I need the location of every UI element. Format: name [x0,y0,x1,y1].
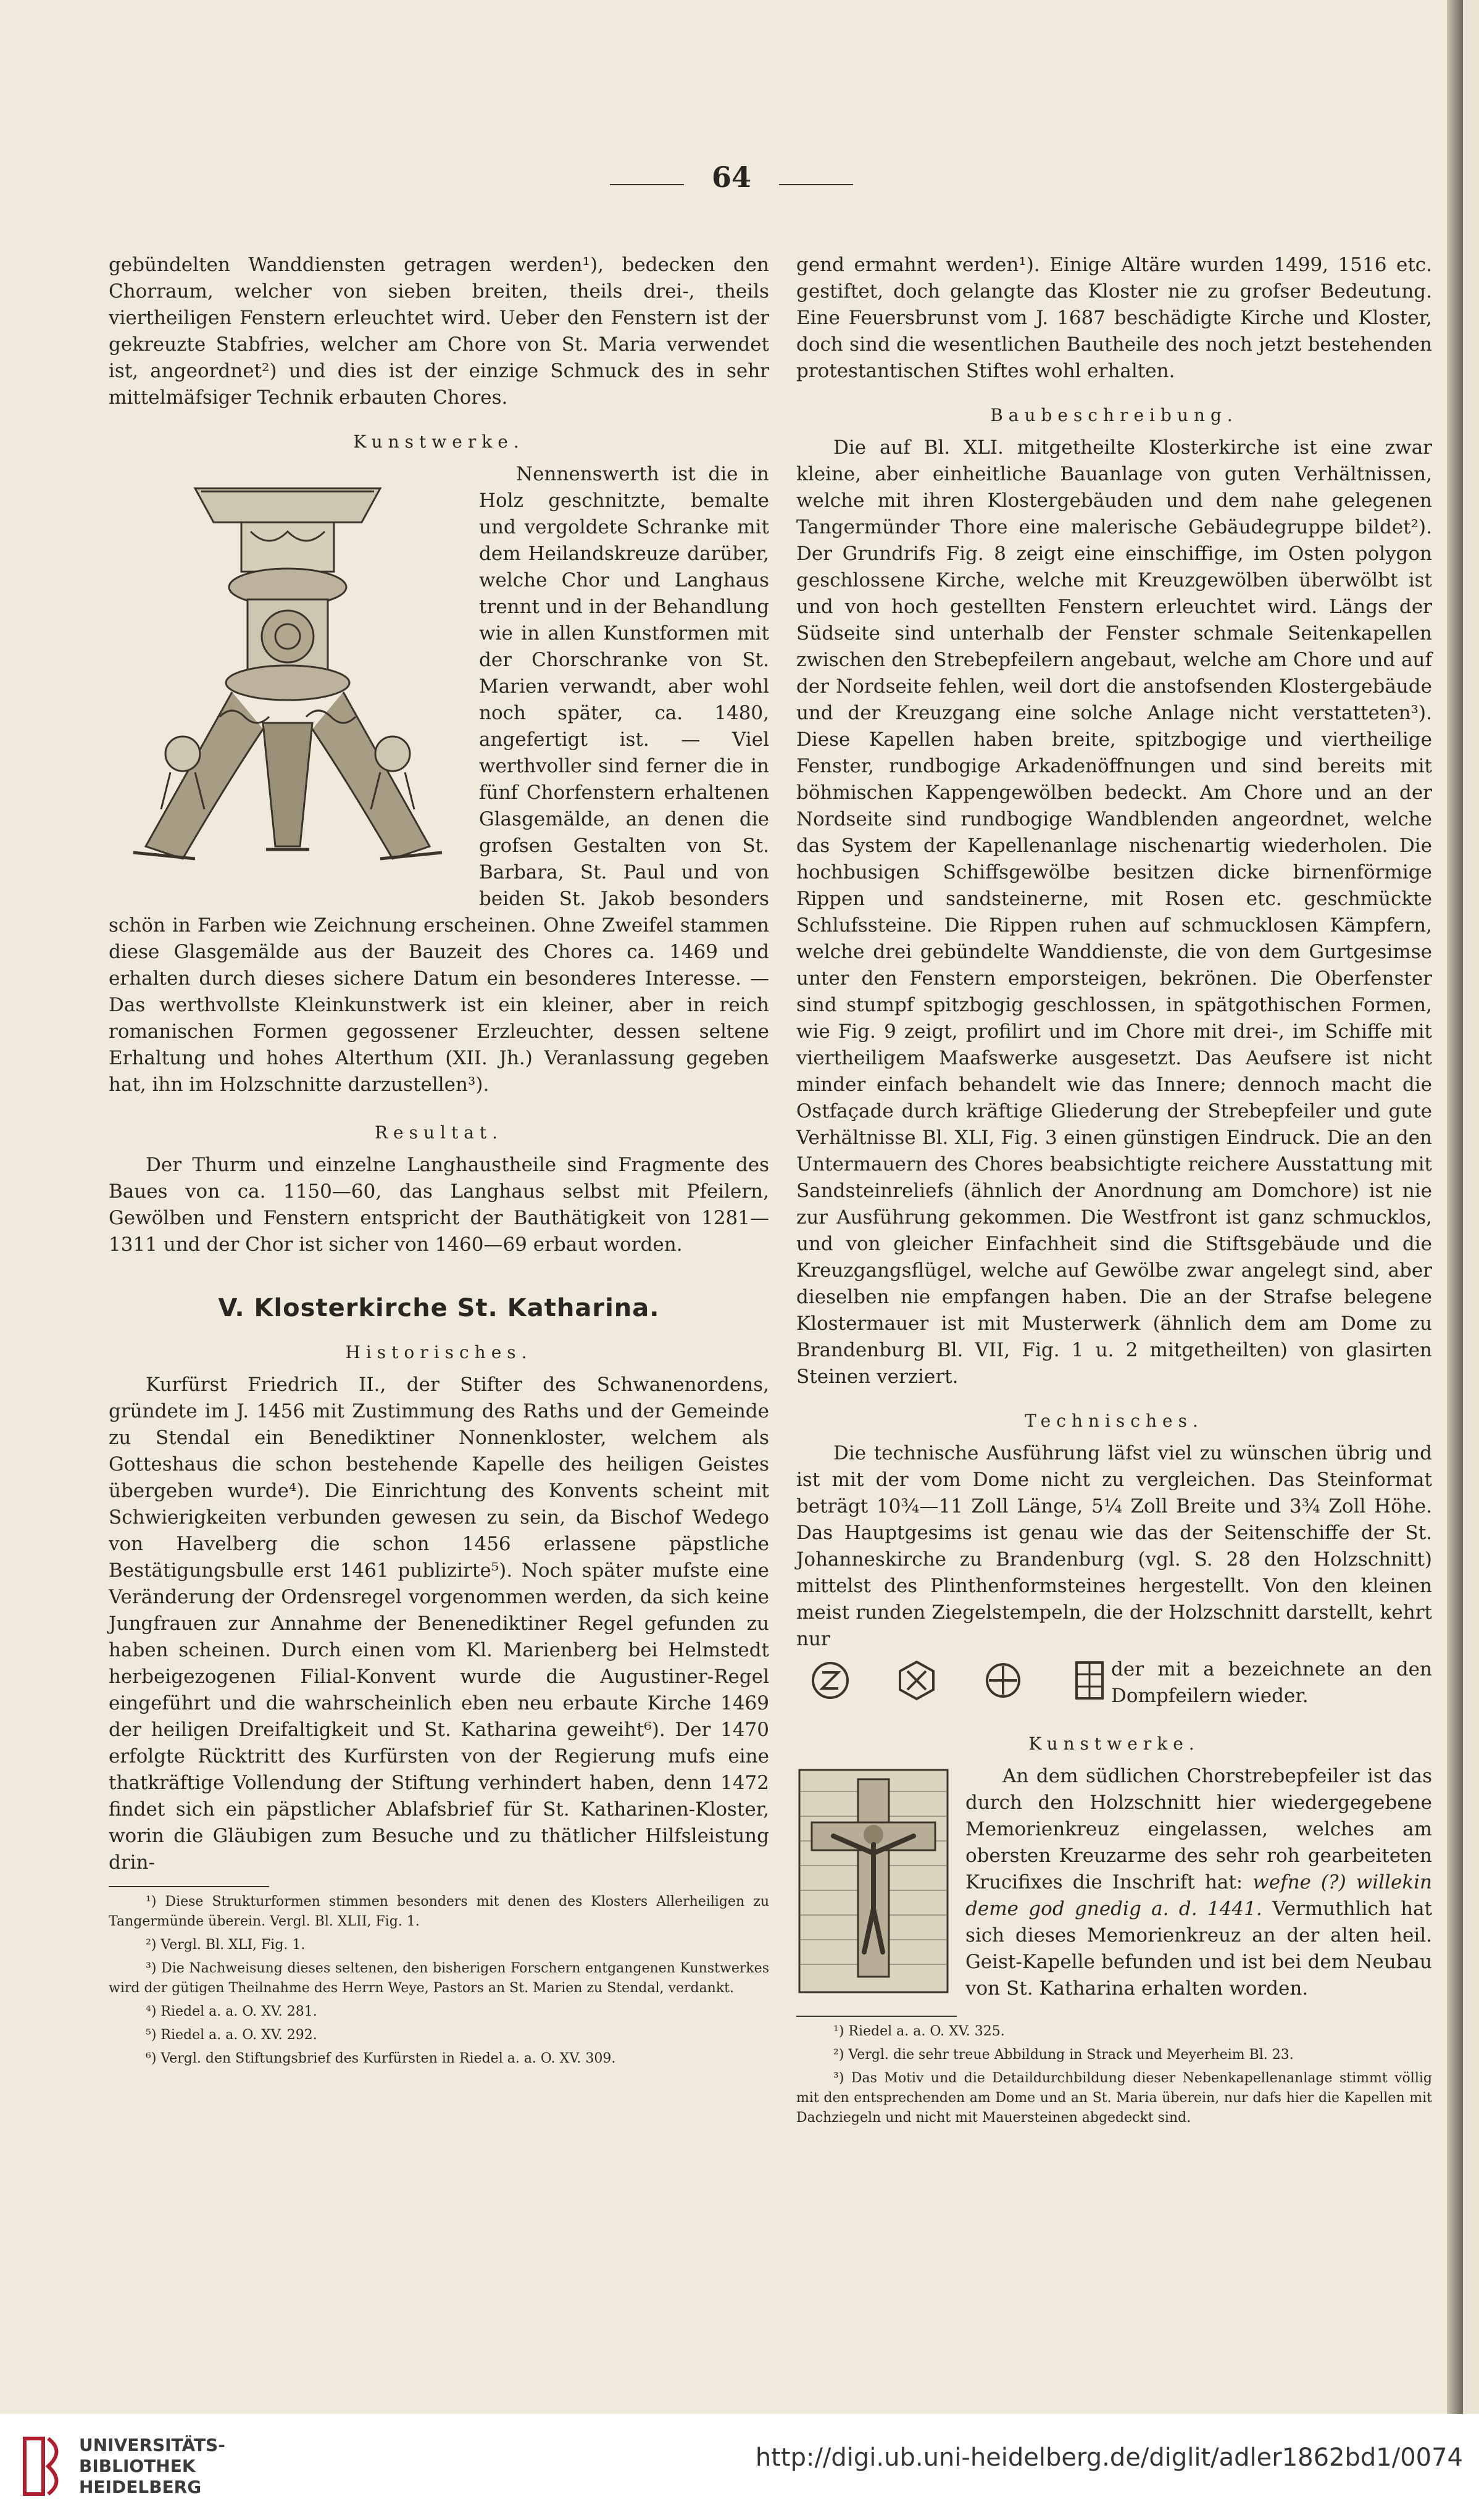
library-logo[interactable] [19,2432,225,2500]
page-header [0,161,1463,194]
paragraph: Kurfürst Friedrich II., der Stifter des Schwanenordens, gründete im J. 1456 mit Zustimmung des Raths und der Gemeinde zu Stendal ein Benediktiner Nonnenkloster, welchem als Gotteshaus die schon bestehende Kapelle des heiligen Geistes übergeben wurde⁴). Die Einrichtung des Konvents scheint mit Schwierigkeiten verbunden gewesen zu sein, da Bischof Wedego von Havelberg die schon 1456 erlassene päpstliche Bestätigungsbulle erst 1461 publizirte⁵). Noch später mufste eine Veränderung der Ordensregel vorgenommen werden, da sich keine Jungfrauen zur Annahme der Benenediktiner Regel gefunden zu haben scheinen. Durch einen vom Kl. Marienberg bei Helmstedt herbeigezogenen Filial-Konvent wurde die Augustiner-Regel eingeführt und die wahrscheinlich eben neu erbaute Kirche 1469 der heiligen Dreifaltigkeit und St. Katharina geweiht⁶). Der 1470 erfolgte Rücktritt des Kurfürsten von der Regierung mufs eine thatkräftige Vollendung der Stiftung verhindert haben, denn 1472 findet sich ein päpstlicher Ablafsbrief für St. Katharinen-Kloster, worin die Gläubigen zum Besuche und zu thätlicher Hilfsleistung drin- [109,1374,769,1874]
brick-stamps-figure [809,1659,1111,1702]
brick-stamp-x-icon [895,1659,938,1702]
footnote: ⁵) Riedel a. a. O. XV. 292. [146,2027,317,2043]
candlestick-woodcut [109,464,467,890]
paragraph: gend ermahnt werden¹). Einige Altäre wurden 1499, 1516 etc. gestiftet, doch gelangte das Kloster nie zu grofser Bedeutung. Eine Feuersbrunst vom J. 1687 beschädigte Kirche und Kloster, doch sind die wesentlichen Bautheile des noch jetzt bestehenden protestantischen Stiftes wohl erhalten. [796,254,1432,382]
footnote: ⁶) Vergl. den Stiftungsbrief des Kurfürsten in Riedel a. a. O. XV. 309. [146,2051,616,2066]
viewer-footer [0,2414,1479,2520]
header-rule-left [610,184,684,185]
paragraph: Die technische Ausführung läfst viel zu wünschen übrig und ist mit der vom Dome nicht zu vergleichen. Das Steinformat beträgt 10¾—11 Zoll Länge, 5¼ Zoll Breite und 3¾ Zoll Höhe. Das Hauptgesims ist genau wie das der Seitenschiffe der St. Johanneskirche zu Brandenburg (vgl. S. 28 den Holzschnitt) mittelst des Plinthenformsteines hergestellt. Von den kleinen meist runden Ziegelstempeln, die der Holzschnitt darstellt, kehrt nur [796,1442,1432,1650]
section-heading-kunstwerke: Kunstwerke. [353,432,525,452]
memorial-cross-woodcut [796,1767,951,1995]
footnote-rule [109,1886,269,1887]
footnote: ²) Vergl. Bl. XLI, Fig. 1. [146,1937,306,1953]
brick-stamp-cross-icon [981,1659,1025,1702]
library-name-line: BIBLIOTHEK [79,2456,196,2476]
footnote-rule [796,2016,957,2017]
library-name [79,2435,225,2498]
paragraph: Nennenswerth ist die in Holz geschnitzte, bemalte und vergoldete Schranke mit dem Heilandskreuze darüber, welche Chor und Langhaus trennt und in der Behandlung wie in allen Kunstformen mit der Chorschranke von St. Marien verwandt, aber wohl noch später, ca. 1480, angefertigt ist. — Viel werthvoller sind ferner die in fünf Chorfenstern erhaltenen Glasgemälde, an denen die grofsen Gestalten von St. Barbara, St. Paul und von beiden St. Jakob besonders schön in Farben wie Zeichnung erscheinen. Ohne Zweifel stammen diese Glasgemälde aus der Bauzeit des Chores ca. 1469 und erhalten durch dieses sichere Datum ein besonderes Interesse. — Das werthvollste Kleinkunstwerk ist ein kleiner, aber in reich romanischen Formen gegossener Erzleuchter, dessen seltene Erhaltung und hohes Alterthum (XII. Jh.) Veranlassung gegeben hat, ihn im Holzschnitte darzustellen³). [109,463,769,1096]
right-column [796,252,1432,2132]
page-number: 64 [711,161,751,194]
section-heading-historisches: Historisches. [345,1342,533,1362]
section-heading-baubeschreibung: Baubeschreibung. [990,405,1238,425]
brick-stamp-grid-icon [1068,1659,1111,1702]
paragraph: der mit a bezeichnete an den Dompfeilern wieder. [1111,1658,1432,1707]
library-name-line: UNIVERSITÄTS- [79,2435,225,2455]
header-rule-right [779,184,853,185]
chapter-title: V. Klosterkirche St. Katharina. [218,1294,660,1322]
section-heading-kunstwerke-right: Kunstwerke. [1028,1734,1200,1754]
footnote: ³) Das Motiv und die Detaildurchbildung dieser Nebenkapellenanlage stimmt völlig mit den entsprechenden am Dome und an St. Maria überein, nur dafs hier die Kapellen mit Dachziegeln und nicht mit Mauersteinen abgedeckt sind. [796,2071,1432,2126]
library-logo-icon [19,2432,68,2500]
paragraph-text: Vermuthlich hat sich dieses Memorienkreuz an der alten heil. Geist-Kapelle befunden und ist bei dem Neubau von St. Katharina erhalten worden. [965,1898,1433,2000]
footnote: ⁴) Riedel a. a. O. XV. 281. [146,2004,317,2019]
brick-stamp-z-icon [809,1659,852,1702]
inscription: wefne (?) willekin deme god gnedig a. d. 1441. [965,1871,1432,1920]
paragraph: gebündelten Wanddiensten getragen werden¹), bedecken den Chorraum, welcher von sieben breiten, theils drei-, theils viertheiligen Fenstern erleuchtet wird. Ueber den Fenstern ist der gekreuzte Stabfries, welcher am Chore von St. Maria verwendet ist, angeordnet²) und dies ist der einzige Schmuck des in sehr mittelmäfsiger Technik erbauten Chores. [109,254,769,409]
footnote: ²) Vergl. die sehr treue Abbildung in Strack und Meyerheim Bl. 23. [833,2047,1294,2063]
footnote: ¹) Riedel a. a. O. XV. 325. [833,2024,1005,2039]
crucifix-illustration [796,1767,951,1995]
footnote: ³) Die Nachweisung dieses seltenen, den bisherigen Forschern entgangenen Kunstwerkes wird der gütigen Theilnahme des Herrn Weye, Pastors an St. Marien zu Stendal, verdankt. [109,1961,769,1996]
section-heading-resultat: Resultat. [374,1122,504,1143]
paragraph: Die auf Bl. XLI. mitgetheilte Klosterkirche ist eine zwar kleine, aber einheitliche Bauanlage von guten Verhältnissen, welche mit ihren Klostergebäuden und dem nahe gelegenen Tangermünder Thore eine malerische Gebäudegruppe bildet²). Der Grundrifs Fig. 8 zeigt eine einschiffige, im Osten polygon geschlossene Kirche, welche mit Kreuzgewölben überwölbt ist und von hoch gestellten Fenstern erleuchtet wird. Längs der Südseite sind unterhalb der Fenster schmale Seitenkapellen zwischen den Strebepfeilern angebaut, welche am Chore und auf der Nordseite fehlen, weil dort die anstofsenden Klostergebäude und der Kreuzgang eine solche Anlage nicht verstatteten³). Diese Kapellen haben breite, spitzbogige und viertheilige Fenster, rundbogige Arkadenöffnungen und sind bereits mit böhmischen Kappengewölben bedeckt. Am Chore und an der Nordseite sind rundbogige Wandblenden angeordnet, welche das System der Kapellenanlage nischenartig wiederholen. Die hochbusigen Schiffsgewölbe besitzen dicke birnenförmige Rippen und sandsteinerne, mit Rosen etc. geschmückte Schlufssteine. Die Rippen ruhen auf schmucklosen Kämpfern, welche drei gebündelte Wanddienste, die von dem Gurtgesimse unter den Fenstern emporsteigen, bekrönen. Die Oberfenster sind stumpf spitzbogig geschlossen, in spätgothischen Formen, wie Fig. 9 zeigt, profilirt und im Chore mit drei-, im Schiffe mit viertheiligem Maafswerke ausgesetzt. Das Aeufsere ist nicht minder einfach behandelt wie das Innere; dennoch macht die Ostfaçade durch kräftige Gliederung der Strebepfeiler und gute Verhältnisse Bl. XLI, Fig. 3 einen günstigen Eindruck. Die an den Untermauern des Chores beabsichtigte reichere Ausstattung mit Sandsteinreliefs (ähnlich der Anordnung am Domchore) ist nie zur Ausführung gekommen. Die Westfront ist ganz schmucklos, und von gleicher Einfachheit sind die Stiftsgebäude und die Kreuzgangsflügel, welche auf Gewölbe zwar angelegt sind, aber dieselben nie empfangen haben. Die an der Strafse belegene Klostermauer ist mit Musterwerk (ähnlich dem am Dome zu Brandenburg Bl. VII, Fig. 1 u. 2 mitgetheilten) von glasirten Steinen verziert. [796,436,1432,1388]
left-column [109,252,769,2072]
library-name-line: HEIDELBERG [79,2477,202,2497]
candlestick-illustration [109,464,467,890]
paragraph: Der Thurm und einzelne Langhaustheile sind Fragmente des Baues von ca. 1150—60, das Langhaus selbst mit Pfeilern, Gewölben und Fenstern entspricht der Bauthätigkeit von 1281—1311 und der Chor ist sicher von 1460—69 erbaut worden. [109,1154,769,1256]
footnote: ¹) Diese Strukturformen stimmen besonders mit denen des Klosters Allerheiligen zu Tangermünde überein. Vergl. Bl. XLII, Fig. 1. [109,1894,769,1929]
source-url-link[interactable]: http://digi.ub.uni-heidelberg.de/diglit/adler1862bd1/0074 [755,2443,1463,2472]
page-edge-shadow [1447,0,1463,2414]
paragraph-text: An dem südlichen Chorstrebepfeiler ist das durch den Holzschnitt hier wiedergegebene Memorienkreuz eingelassen, welches am obersten Kreuzarme des sehr roh gearbeiteten Krucifixes die Inschrift hat: [965,1765,1432,1893]
section-heading-technisches: Technisches. [1025,1411,1204,1431]
